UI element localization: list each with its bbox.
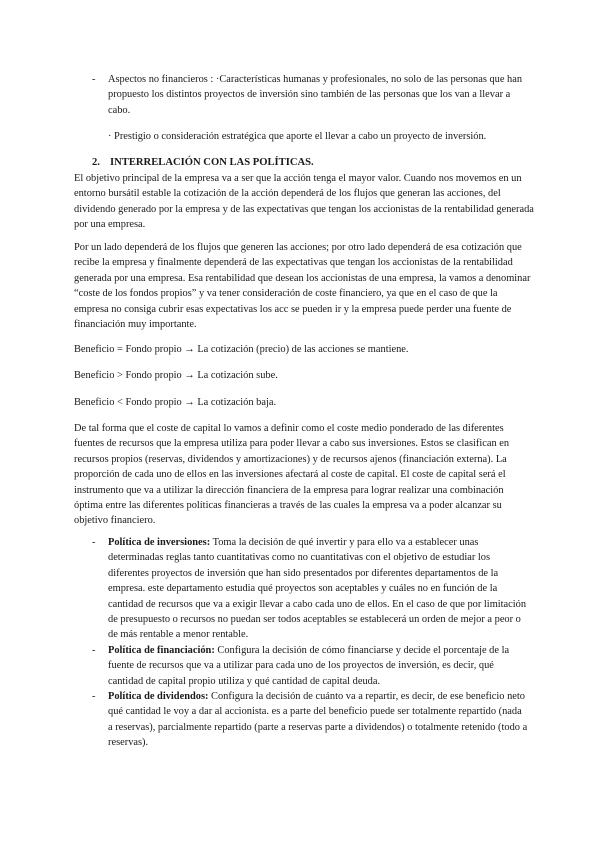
bullet-marker: - — [92, 74, 96, 85]
policy-financing — [108, 643, 528, 689]
section-number: 2. — [92, 157, 100, 168]
paragraph-capital-cost: De tal forma que el coste de capital lo vamos a definir como el coste medio ponderado de las diferentes fuentes de recursos que la empresa utiliza para poder llevar a cabo sus inversiones. Estos se clasifican en recursos propios (reservas, dividendos y amortizaciones) y de recursos ajenos (financiación externa). La proporción de cada uno de ellos en las inversiones afectará al coste de capital. El coste de capital será el instrumento que va a utilizar la dirección financiera de la empresa para lograr realizar una combinación óptima entre las diferentes políticas financieras a través de las cuales la empresa va a poder alcanzar su objetivo financiero. — [74, 423, 510, 527]
bullet-marker: - — [92, 537, 96, 548]
rule-greater: Beneficio > Fondo propio → La cotización sube. — [74, 370, 278, 381]
paragraph-flows: Por un lado dependerá de los flujos que generen las acciones; por otro lado dependerá de esa cotización que recibe la empresa y finalmente dependerá de las expectativas que tengan los accionistas de la rentabilidad generada por una empresa. Esa rentabilidad que desean los accionistas de una empresa, la vamos a denominar “coste de los fondos propios” y va tener consideración de coste financiero, ya que en el caso de que la empresa no consiga cubrir esas expectativas los acc se pueden ir y la empresa puede perder una fuente de financiación muy importante. — [74, 242, 531, 331]
policy-title: Política de dividendos: — [108, 691, 209, 702]
rule-equal: Beneficio = Fondo propio → La cotización (precio) de las acciones se mantiene. — [74, 344, 409, 355]
bullet-marker: - — [92, 645, 96, 656]
policy-text: Configura la decisión de cuánto va a repartir, es decir, de ese beneficio neto qué cantidad le voy a dar al accionista. es a parte del beneficio puede ser totalmente repartido (nada a reservas), parcialmente repartido (parte a reservas parte a dividendos) o totalmente retenido (todo a reservas). — [108, 691, 528, 749]
policy-investments — [108, 535, 528, 643]
rule-less: Beneficio < Fondo propio → La cotización baja. — [74, 397, 277, 408]
intro-bullet-text: Aspectos no financieros : ·Características humanas y profesionales, no solo de las personas que han propuesto los distintos proyectos de inversión sino también de las personas que los van a llevar a cabo. — [108, 74, 523, 116]
section-heading — [92, 155, 314, 170]
policy-text: Configura la decisión de cómo financiarse y decide el porcentaje de la fuente de recursos que va a utilizar para cada uno de los proyectos de inversión, es decir, qué cantidad de capital propio utiliza y qué cantidad de capital deuda. — [108, 645, 510, 687]
policy-dividends — [108, 689, 528, 751]
paragraph-objective: El objetivo principal de la empresa va a ser que la acción tenga el mayor valor. Cuando nos movemos en un entorno bursátil estable la cotización de la acción dependerá de los flujos que generan las acciones, del dividendo generado por la empresa y de las expectativas que tengan los accionistas de la rentabilidad generada por una empresa. — [74, 173, 534, 231]
section-title: INTERRELACIÓN CON LAS POLÍTICAS. — [110, 157, 314, 168]
bullet-marker: - — [92, 691, 96, 702]
policy-title: Política de financiación: — [108, 645, 215, 656]
policy-text: Toma la decisión de qué invertir y para ello va a establecer unas determinadas reglas tanto cuantitativas como no cuantitativas con el objetivo de estudiar los diferentes proyectos de inversión que han sido presentados por diferentes departamentos de la empresa. este departamento estudia qué proyectos son aceptables y cuáles no en función de la cantidad de recursos que va a exigir llevar a cabo cada uno de ellos. En el caso de que por limitación de presupuesto o recursos no puedan ser todos aceptables se establecerá un orden de mejor a peor o de más rentable a menor rentable. — [108, 537, 527, 641]
policy-title: Política de inversiones: — [108, 537, 211, 548]
intro-bullet-subtext: · Prestigio o consideración estratégica que aporte el llevar a cabo un proyecto de inversión. — [108, 131, 487, 142]
